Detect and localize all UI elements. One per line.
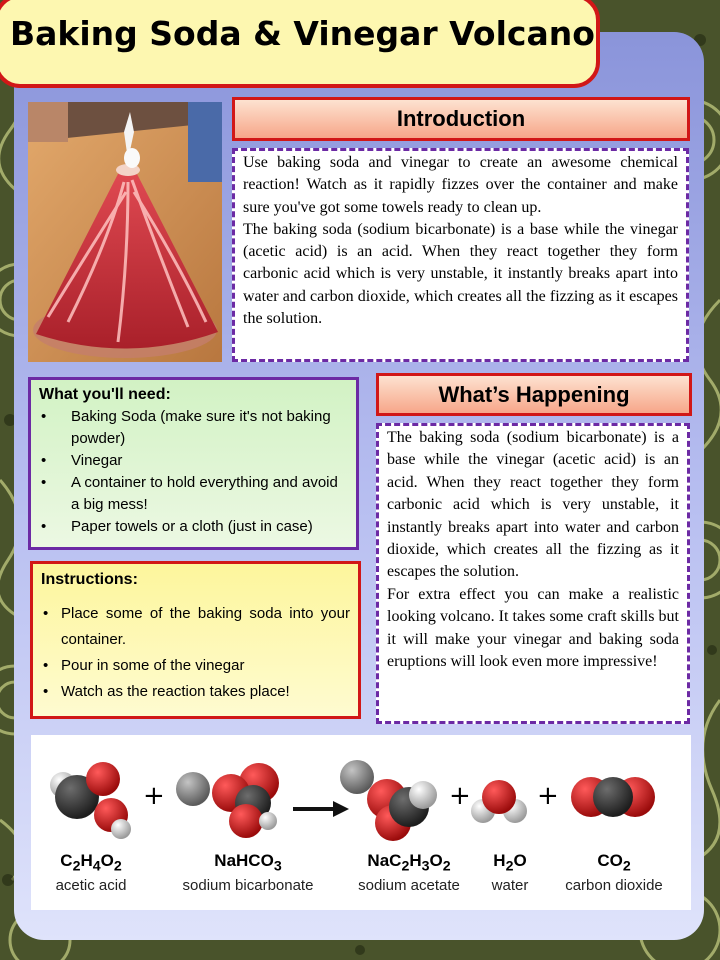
happening-heading: What’s Happening bbox=[376, 373, 692, 416]
materials-heading: What you'll need: bbox=[39, 386, 171, 403]
title-banner bbox=[0, 0, 600, 88]
formula-sodium-bicarbonate: NaHCO$_3$ bbox=[214, 851, 282, 875]
carbon-dioxide-molecule bbox=[571, 777, 655, 817]
happening-paragraph-1: The baking soda (sodium bicarbonate) is a base while the vinegar (acetic acid) is an acid. When they react together they form carbonic acid which is very unstable, it instantly breaks apart into water and carbon dioxide, which creates all the fizzing as it escapes the solution. bbox=[387, 429, 679, 581]
formula-sodium-acetate: $NaC_2H_3O_2$ bbox=[367, 851, 451, 875]
reaction-diagram bbox=[31, 735, 691, 910]
formula-acetic-acid: $C_2H_4O_2$ bbox=[60, 851, 122, 875]
instructions-heading: Instructions: bbox=[41, 571, 138, 588]
introduction-text bbox=[232, 148, 689, 362]
volcano-photo bbox=[28, 102, 222, 362]
materials-box bbox=[28, 377, 359, 550]
name-sodium-acetate: sodium acetate bbox=[358, 877, 460, 894]
introduction-paragraph-1: Use baking soda and vinegar to create an awesome chemical reaction! Watch as it rapidly fizzes over the container and make sure you've got some towels ready to clean up. bbox=[243, 154, 678, 216]
water-molecule bbox=[471, 780, 527, 823]
happening-text bbox=[376, 423, 690, 724]
introduction-paragraph-2: The baking soda (sodium bicarbonate) is a base while the vinegar (acetic acid) is an acid. When they react together they form carbonic acid which is very unstable, it instantly breaks apart into water and carbon dioxide, which creates all the fizzing as it escapes the solution. bbox=[243, 220, 678, 328]
happening-paragraph-2: For extra effect you can make a realistic looking volcano. It takes some craft skills but it will make your vinegar and baking soda eruptions will look even more impressive! bbox=[387, 585, 679, 671]
sodium-bicarbonate-molecule bbox=[176, 763, 279, 838]
formula-water: $H_2O$ bbox=[493, 851, 527, 875]
instructions-box bbox=[30, 561, 361, 719]
instruction-step: • Watch as the reaction takes place! bbox=[41, 679, 350, 705]
instruction-step: • Place some of the baking soda into your container. bbox=[41, 601, 350, 653]
materials-list bbox=[39, 406, 348, 538]
materials-item: • Baking Soda (make sure it's not baking powder) bbox=[39, 406, 348, 450]
plus-sign: + bbox=[143, 781, 165, 811]
acetic-acid-molecule bbox=[50, 762, 131, 839]
name-acetic-acid: acetic acid bbox=[55, 877, 127, 894]
instructions-list bbox=[41, 601, 350, 705]
formula-carbon-dioxide: $CO_2$ bbox=[597, 851, 631, 875]
plus-sign: + bbox=[537, 781, 559, 811]
sodium-acetate-molecule bbox=[340, 760, 437, 841]
materials-item: • Paper towels or a cloth (just in case) bbox=[39, 516, 348, 538]
introduction-heading: Introduction bbox=[232, 97, 690, 141]
name-water: water bbox=[491, 877, 529, 894]
reaction-arrow bbox=[293, 801, 349, 817]
materials-item: • A container to hold everything and avoid a big mess! bbox=[39, 472, 348, 516]
instruction-step: • Pour in some of the vinegar bbox=[41, 653, 350, 679]
materials-item: • Vinegar bbox=[39, 450, 348, 472]
plus-sign: + bbox=[449, 781, 471, 811]
name-carbon-dioxide: carbon dioxide bbox=[565, 877, 663, 894]
name-sodium-bicarbonate: sodium bicarbonate bbox=[182, 877, 314, 894]
page-title: Baking Soda & Vinegar Volcano bbox=[10, 14, 595, 53]
